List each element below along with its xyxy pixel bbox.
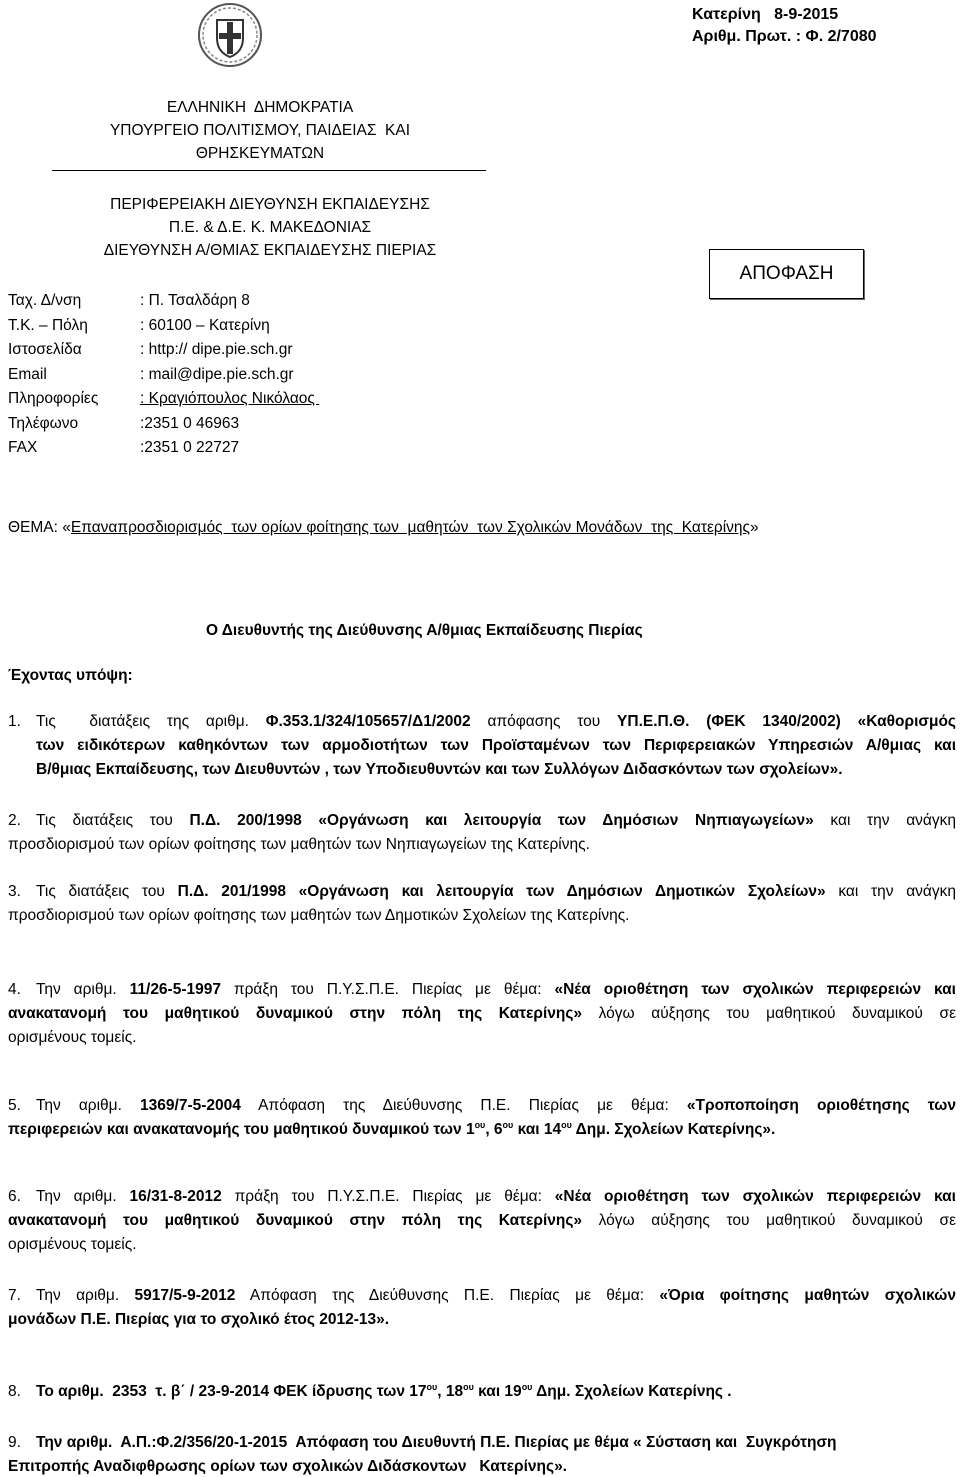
item-line [36,1185,956,1209]
item-line [8,1118,956,1142]
item-line [36,1284,956,1308]
ministry-line-1: ΕΛΛΗΝΙΚΗ ΔΗΜΟΚΡΑΤΙΑ [166,99,354,116]
ministry-line-2: ΥΠΟΥΡΓΕΙΟ ΠΟΛΙΤΙΣΜΟΥ, ΠΑΙΔΕΙΑΣ ΚΑΙ [109,122,411,139]
contact-label: Ιστοσελίδα [8,341,82,359]
website-link[interactable]: : http:// dipe.pie.sch.gr [140,341,293,359]
item-line [8,833,956,857]
contact-row [8,338,319,363]
text-run: Τις διατάξεις του [36,812,190,829]
contact-label: Τηλέφωνο [8,414,79,432]
text-run: και 14 [513,1121,562,1138]
subject-suffix: » [750,519,759,536]
ordinal-superscript: ου [474,1119,486,1130]
text-run: πράξη του Π.Υ.Σ.Π.Ε. Πιερίας με θέμα: [221,1188,555,1205]
text-run: 11/26-5-1997 [129,981,221,998]
text-run: Την αριθμ. [36,981,130,998]
list-item [0,710,960,782]
text-run: πράξη του Π.Υ.Σ.Π.Ε. Πιερίας με θέμα: [220,981,555,998]
ordinal-superscript: ου [426,1381,438,1392]
considering-heading: Έχοντας υπόψη: [8,667,133,684]
text-run: Π.Δ. [189,812,221,829]
text-run: 1369/7-5-2004 [140,1097,241,1114]
text-run: 200/1998 «Οργάνωση και λειτουργία των Δημόσιων Νηπιαγωγείων» [220,812,814,829]
text-run: και την ανάγκη [825,883,957,900]
text-run: Επιτροπής Αναδιφθρωσης ορίων των σχολικών Διδάσκοντων Κατερίνης». [8,1458,567,1475]
greek-coat-of-arms-emblem [197,2,263,68]
contact-row [8,314,319,339]
item-line [8,1026,956,1050]
subject-line [8,519,759,537]
text-run: ΥΠ.Ε.Π.Θ. [617,713,690,730]
item-line [36,1094,956,1118]
text-run: , 6 [485,1121,503,1138]
text-run: Την αριθμ. [36,1097,141,1114]
text-run: Τις διατάξεις της αριθμ. [36,713,266,730]
item-text [8,809,957,857]
item-line [36,710,956,734]
text-run: Β/θμιας Εκπαίδευσης, των Διευθυντών , των Υποδιευθυντών και των Συλλόγων Διδασκόντων των σχολείων». [36,761,843,778]
contact-value: : Κραγιόπουλος Νικόλαος [140,390,320,408]
text-run: «Νέα οριοθέτηση των σχολικών περιφερειών και [554,981,956,998]
item-text [8,1284,957,1332]
text-run: και την ανάγκη [813,812,957,829]
text-run: ανακατανομή του μαθητικού δυναμικού στην πόλη της Κατερίνης» [8,1212,583,1229]
text-run: απόφασης του [470,713,618,730]
text-run: «Νέα οριοθέτηση των σχολικών περιφερειών και [554,1188,956,1205]
list-item [0,978,960,1050]
item-line [36,758,956,782]
protocol-number: Αριθμ. Πρωτ. : Φ. 2/7080 [692,28,877,45]
item-number: 5. [8,1097,21,1114]
directorate-line-1: ΠΕΡΙΦΕΡΕΙΑΚΗ ΔΙΕΥΘΥΝΣΗ ΕΚΠΑΙΔΕΥΣΗΣ [110,196,430,213]
item-text [8,1185,956,1257]
item-line [36,1431,930,1455]
item-line [8,1308,956,1332]
text-run: λόγω αύξησης του μαθητικού δυναμικού σε [582,1212,956,1229]
item-text [36,1380,956,1404]
directorate-line-3: ΔΙΕΥΘΥΝΣΗ Α/ΘΜΙΑΣ ΕΚΠΑΙΔΕΥΣΗΣ ΠΙΕΡΙΑΣ [103,242,437,259]
text-run: ορισμένους τομείς. [8,1236,137,1253]
subject-prefix: ΘΕΜΑ: « [8,519,71,536]
item-line [8,1455,930,1477]
text-run: 16/31-8-2012 [129,1188,222,1205]
item-line [8,904,956,928]
ministry-header [60,96,460,165]
text-run: «Όρια φοίτησης μαθητών σχολικών [659,1287,957,1304]
date-line: Κατερίνη 8-9-2015 [692,6,839,23]
contact-label: FAX [8,439,38,457]
item-number: 9. [8,1434,21,1451]
item-line [36,880,956,904]
list-item [0,1094,960,1142]
item-line [36,978,956,1002]
text-run: ορισμένους τομείς. [8,1029,137,1046]
ordinal-superscript: ου [502,1119,514,1130]
text-run: 201/1998 «Οργάνωση και λειτουργία των Δημόσιων Δημοτικών Σχολείων» [208,883,826,900]
text-run: των ειδικότερων καθηκόντων των αρμοδιοτήτων των Προϊσταμένων των Περιφερειακών Υπηρεσιών Α/θμιας και [36,737,956,754]
text-run: Απόφαση της Διεύθυνσης Π.Ε. Πιερίας με θέμα: [235,1287,660,1304]
list-item [0,1431,960,1477]
item-number: 4. [8,981,21,998]
text-run: μονάδων Π.Ε. Πιερίας για το σχολικό έτος 2012-13». [8,1311,390,1328]
item-line [8,1209,956,1233]
text-run: Δημ. Σχολείων Κατερίνης». [571,1121,776,1138]
date-protocol-block [692,4,877,48]
text-run: Φ.353.1/324/105657/Δ1/2002 [265,713,471,730]
text-run: λόγω αύξησης του μαθητικού δυναμικού σε [582,1005,956,1022]
text-run: προσδιορισμού των ορίων φοίτησης των μαθητών των Δημοτικών Σχολείων της Κατερίνης. [8,907,630,924]
contact-value: :2351 0 46963 [140,414,240,432]
item-line [36,734,956,758]
ordinal-superscript: ου [521,1381,533,1392]
text-run: Την αριθμ. [36,1188,130,1205]
text-run: Δημ. Σχολείων Κατερίνης . [532,1383,732,1400]
item-text [8,1431,930,1477]
header-divider [52,170,486,171]
contact-info-table [8,289,319,461]
contact-label: Email [8,365,47,383]
item-number: 7. [8,1287,21,1304]
contact-label: Πληροφορίες [8,390,99,408]
decision-title-box [709,249,864,299]
text-run: ανακατανομή του μαθητικού δυναμικού στην πόλη της Κατερίνης» [8,1005,583,1022]
text-run: Την αριθμ. Α.Π.:Φ.2/356/20-1-2015 Απόφαση του Διευθυντή Π.Ε. Πιερίας με θέμα « Σύσταση και Συγκρότηση [36,1434,837,1451]
text-run: «Τροποποίηση οριοθέτησης των [686,1097,956,1114]
item-number: 1. [8,713,21,730]
text-run: Π.Δ. [177,883,209,900]
text-run: Απόφαση της Διεύθυνσης Π.Ε. Πιερίας με θέμα: [240,1097,687,1114]
item-line [36,1380,956,1404]
contact-row [8,387,319,412]
email-link[interactable]: : mail@dipe.pie.sch.gr [140,365,294,383]
text-run: και 19 [473,1383,522,1400]
contact-label: Τ.Κ. – Πόλη [8,316,88,334]
item-text [8,880,957,928]
decision-title: ΑΠΟΦΑΣΗ [739,263,834,284]
list-item [0,1380,960,1404]
contact-row [8,436,319,461]
ordinal-superscript: ου [463,1381,474,1392]
item-number: 2. [8,812,21,829]
list-item [0,1185,960,1257]
text-run: περιφερειών και ανακατανομής του μαθητικού δυναμικού των 1 [8,1121,475,1138]
item-number: 3. [8,883,21,900]
text-run: (ΦΕΚ 1340/2002) «Καθορισμός [689,713,956,730]
contact-row [8,289,319,314]
item-line [36,809,956,833]
text-run: , 18 [437,1383,464,1400]
text-run: προσδιορισμού των ορίων φοίτησης των μαθητών των Νηπιαγωγείων της Κατερίνης. [8,836,590,853]
text-run: Την αριθμ. [36,1287,135,1304]
contact-row [8,412,319,437]
contact-value: : 60100 – Κατερίνη [140,316,270,334]
subject-text: Επαναπροσδιορισμός των ορίων φοίτησης των μαθητών των Σχολικών Μονάδων της Κατερίνης [70,519,751,536]
item-text [8,1094,956,1142]
directorate-line-2: Π.Ε. & Δ.Ε. Κ. ΜΑΚΕΔΟΝΙΑΣ [168,219,372,236]
item-line [8,1233,956,1257]
text-run: 5917/5-9-2012 [134,1287,236,1304]
ministry-line-3: ΘΡΗΣΚΕΥΜΑΤΩΝ [195,145,325,162]
director-heading: Ο Διευθυντής της Διεύθυνσης Α/θμιας Εκπαίδευσης Πιερίας [206,622,643,639]
text-run: Τις διατάξεις του [36,883,178,900]
list-item [0,880,960,928]
list-item [0,809,960,857]
list-item [0,1284,960,1332]
directorate-header [60,193,480,262]
ordinal-superscript: ου [561,1119,572,1130]
item-text [36,710,956,782]
item-text [8,978,956,1050]
item-number: 8. [8,1383,21,1400]
contact-label: Ταχ. Δ/νση [8,292,82,310]
text-run: Το αριθμ. 2353 τ. β΄ / 23-9-2014 ΦΕΚ ίδρυσης των 17 [36,1383,427,1400]
contact-value: : Π. Τσαλδάρη 8 [140,292,250,310]
item-number: 6. [8,1188,21,1205]
contact-row [8,363,319,388]
contact-value: :2351 0 22727 [140,439,240,457]
item-line [8,1002,956,1026]
